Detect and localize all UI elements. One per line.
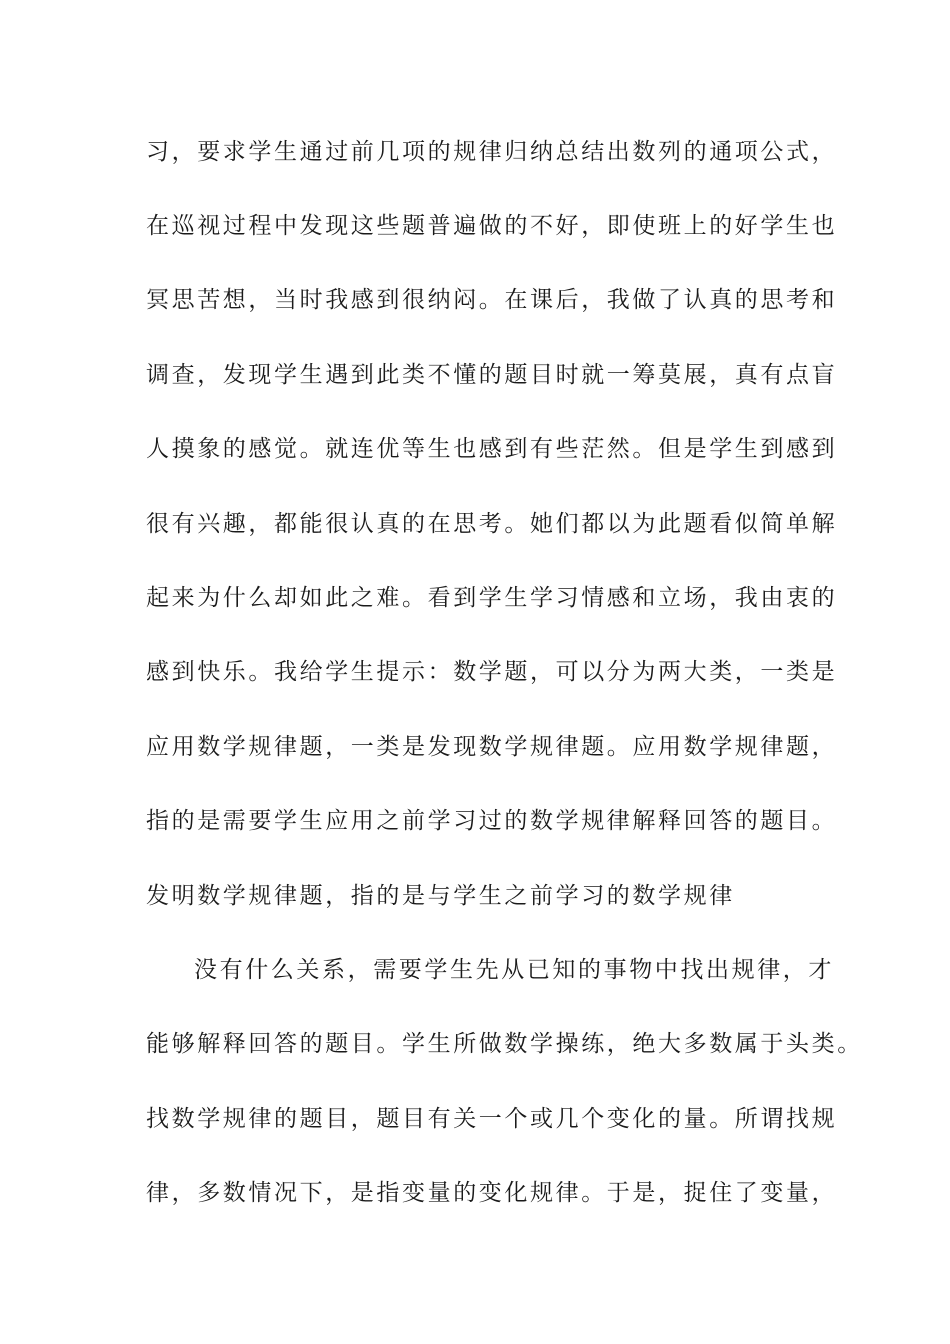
text-line: 冥思苦想，当时我感到很纳闷。在课后，我做了认真的思考和: [146, 287, 838, 313]
text-line: 在巡视过程中发现这些题普遍做的不好，即使班上的好学生也: [146, 213, 838, 239]
paragraph-first-line: 没有什么关系，需要学生先从已知的事物中找出规律，才: [194, 957, 834, 983]
text-line: 律，多数情况下，是指变量的变化规律。于是，捉住了变量，: [146, 1180, 838, 1206]
text-line: 调查，发现学生遇到此类不懂的题目时就一筹莫展，真有点盲: [146, 362, 838, 388]
text-line: 指的是需要学生应用之前学习过的数学规律解释回答的题目。: [146, 808, 838, 834]
text-line: 找数学规律的题目，题目有关一个或几个变化的量。所谓找规: [146, 1106, 838, 1132]
text-line: 感到快乐。我给学生提示：数学题，可以分为两大类，一类是: [146, 659, 838, 685]
text-line: 能够解释回答的题目。学生所做数学操练，绝大多数属于头类。: [146, 1031, 863, 1057]
text-line: 应用数学规律题，一类是发现数学规律题。应用数学规律题，: [146, 734, 838, 760]
text-line: 起来为什么却如此之难。看到学生学习情感和立场，我由衷的: [146, 585, 838, 611]
text-line: 习，要求学生通过前几项的规律归纳总结出数列的通项公式，: [146, 139, 838, 165]
text-line: 发明数学规律题，指的是与学生之前学习的数学规律: [146, 883, 735, 909]
text-line: 人摸象的感觉。就连优等生也感到有些茫然。但是学生到感到: [146, 436, 838, 462]
text-line: 很有兴趣，都能很认真的在思考。她们都以为此题看似简单解: [146, 511, 838, 537]
